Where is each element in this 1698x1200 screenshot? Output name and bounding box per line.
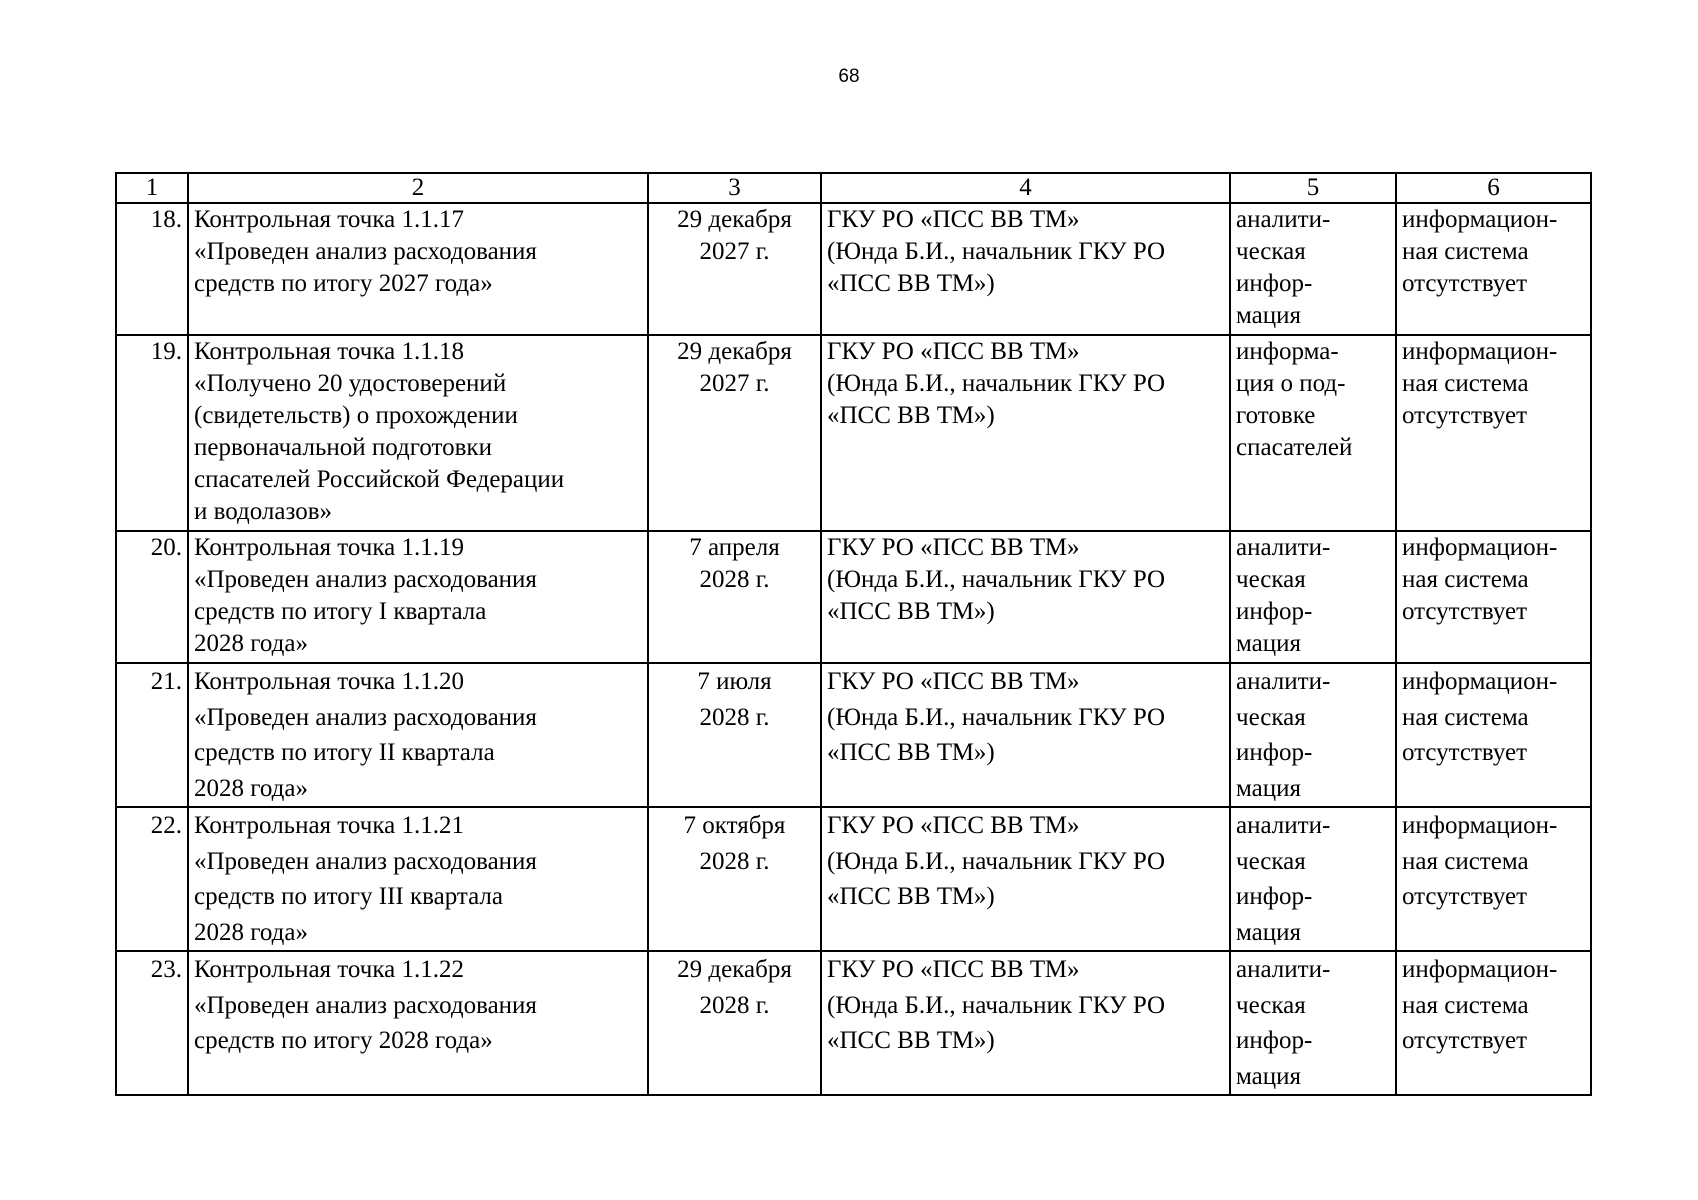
cell-text-line: мация <box>1236 774 1302 802</box>
column-header: 3 <box>648 173 821 203</box>
cell-text-line: «ПСС ВВ ТМ») <box>827 883 995 910</box>
control-points-table <box>115 172 1592 1096</box>
cell-text-line: ная система <box>1402 991 1529 1019</box>
cell-text-line: спасателей <box>1236 434 1353 461</box>
cell-text-line: Контрольная точка 1.1.22 <box>194 956 464 983</box>
cell-text-line: ГКУ РО «ПСС ВВ ТМ» <box>827 534 1080 561</box>
cell-text-line: «Проведен анализ расходования <box>194 991 537 1019</box>
document-type-cell <box>1230 663 1396 807</box>
cell-text-line: 29 декабря <box>677 956 792 983</box>
cell-text-line: «ПСС ВВ ТМ») <box>827 739 995 766</box>
cell-text-line: ГКУ РО «ПСС ВВ ТМ» <box>827 338 1080 365</box>
cell-text-line: 7 октября <box>683 812 786 839</box>
cell-text-line: первоначальной подготовки <box>194 434 492 461</box>
cell-text-line: 2028 года» <box>194 630 308 657</box>
cell-text-line: мация <box>1236 302 1302 329</box>
row-number-cell: 21. <box>116 663 188 807</box>
cell-text-line: спасателей Российской Федерации <box>194 466 565 493</box>
cell-text-line: информацион- <box>1402 206 1558 233</box>
cell-text-line: ГКУ РО «ПСС ВВ ТМ» <box>827 812 1080 839</box>
cell-text-line: инфор- <box>1236 270 1313 297</box>
cell-text-line: 2028 г. <box>699 847 770 875</box>
cell-text-line: ная система <box>1402 847 1529 875</box>
cell-text-line: инфор- <box>1236 883 1313 910</box>
cell-text-line: отсутствует <box>1402 598 1528 625</box>
cell-text-line: ческая <box>1236 847 1306 875</box>
event-cell <box>188 203 648 335</box>
row-number-cell: 23. <box>116 951 188 1095</box>
cell-text-line: ческая <box>1236 703 1306 731</box>
cell-text-line: Контрольная точка 1.1.19 <box>194 534 464 561</box>
cell-text-line: «Получено 20 удостоверений <box>194 370 507 397</box>
cell-text-line: средств по итогу 2028 года» <box>194 1027 493 1054</box>
deadline-cell <box>648 203 821 335</box>
event-cell <box>188 663 648 807</box>
responsible-cell <box>821 807 1230 951</box>
cell-text-line: «Проведен анализ расходования <box>194 847 537 875</box>
cell-text-line: готовке <box>1236 402 1316 429</box>
cell-text-line: средств по итогу III квартала <box>194 883 503 910</box>
responsible-cell <box>821 531 1230 663</box>
deadline-cell <box>648 531 821 663</box>
table-body <box>116 203 1591 1095</box>
cell-text-line: отсутствует <box>1402 402 1528 429</box>
document-type-cell <box>1230 335 1396 531</box>
cell-text-line: (Юнда Б.И., начальник ГКУ РО <box>827 370 1166 397</box>
cell-text-line: информацион- <box>1402 956 1558 983</box>
column-header: 4 <box>821 173 1230 203</box>
cell-text-line: 2028 года» <box>194 918 308 946</box>
event-cell <box>188 335 648 531</box>
deadline-cell <box>648 951 821 1095</box>
cell-text-line: (Юнда Б.И., начальник ГКУ РО <box>827 566 1166 593</box>
info-system-cell <box>1396 203 1591 335</box>
responsible-cell <box>821 663 1230 807</box>
cell-text-line: «Проведен анализ расходования <box>194 238 537 265</box>
cell-text-line: (Юнда Б.И., начальник ГКУ РО <box>827 991 1166 1019</box>
table-row <box>116 951 1591 1095</box>
table-row <box>116 203 1591 335</box>
cell-text-line: мация <box>1236 918 1302 946</box>
deadline-cell <box>648 335 821 531</box>
cell-text-line: ческая <box>1236 991 1306 1019</box>
event-cell <box>188 951 648 1095</box>
page-number: 68 <box>838 66 860 87</box>
row-number-cell: 22. <box>116 807 188 951</box>
cell-text-line: (Юнда Б.И., начальник ГКУ РО <box>827 703 1166 731</box>
cell-text-line: ная система <box>1402 370 1529 397</box>
cell-text-line: 2027 г. <box>699 238 770 265</box>
column-header: 5 <box>1230 173 1396 203</box>
row-number-cell: 18. <box>116 203 188 335</box>
cell-text-line: отсутствует <box>1402 1027 1528 1054</box>
table-row <box>116 531 1591 663</box>
cell-text-line: 2028 г. <box>699 566 770 593</box>
cell-text-line: мация <box>1236 630 1302 657</box>
event-cell <box>188 531 648 663</box>
cell-text-line: аналити- <box>1236 534 1331 561</box>
cell-text-line: ГКУ РО «ПСС ВВ ТМ» <box>827 668 1080 695</box>
cell-text-line: аналити- <box>1236 812 1331 839</box>
responsible-cell <box>821 203 1230 335</box>
cell-text-line: Контрольная точка 1.1.17 <box>194 206 464 233</box>
cell-text-line: инфор- <box>1236 598 1313 625</box>
cell-text-line: инфор- <box>1236 739 1313 766</box>
cell-text-line: ная система <box>1402 566 1529 593</box>
cell-text-line: ция о под- <box>1236 370 1346 397</box>
cell-text-line: 7 апреля <box>689 534 780 561</box>
cell-text-line: информацион- <box>1402 668 1558 695</box>
cell-text-line: «ПСС ВВ ТМ») <box>827 1027 995 1054</box>
cell-text-line: «Проведен анализ расходования <box>194 703 537 731</box>
cell-text-line: информа- <box>1236 338 1339 365</box>
cell-text-line: аналити- <box>1236 956 1331 983</box>
cell-text-line: «ПСС ВВ ТМ») <box>827 270 995 297</box>
event-cell <box>188 807 648 951</box>
cell-text-line: средств по итогу I квартала <box>194 598 487 625</box>
document-type-cell <box>1230 807 1396 951</box>
cell-text-line: и водолазов» <box>194 498 333 525</box>
row-number-cell: 20. <box>116 531 188 663</box>
cell-text-line: ческая <box>1236 566 1306 593</box>
cell-text-line: 7 июля <box>697 668 772 695</box>
cell-text-line: отсутствует <box>1402 883 1528 910</box>
cell-text-line: отсутствует <box>1402 739 1528 766</box>
cell-text-line: информацион- <box>1402 534 1558 561</box>
info-system-cell <box>1396 335 1591 531</box>
cell-text-line: мация <box>1236 1062 1302 1090</box>
table-row <box>116 663 1591 807</box>
cell-text-line: 2027 г. <box>699 370 770 397</box>
cell-text-line: ГКУ РО «ПСС ВВ ТМ» <box>827 206 1080 233</box>
cell-text-line: инфор- <box>1236 1027 1313 1054</box>
cell-text-line: ГКУ РО «ПСС ВВ ТМ» <box>827 956 1080 983</box>
cell-text-line: отсутствует <box>1402 270 1528 297</box>
cell-text-line: ная система <box>1402 238 1529 265</box>
column-header: 2 <box>188 173 648 203</box>
document-type-cell <box>1230 203 1396 335</box>
cell-text-line: «ПСС ВВ ТМ») <box>827 402 995 429</box>
cell-text-line: Контрольная точка 1.1.18 <box>194 338 464 365</box>
cell-text-line: ческая <box>1236 238 1306 265</box>
deadline-cell <box>648 807 821 951</box>
info-system-cell <box>1396 807 1591 951</box>
table-row <box>116 335 1591 531</box>
cell-text-line: Контрольная точка 1.1.21 <box>194 812 464 839</box>
cell-text-line: Контрольная точка 1.1.20 <box>194 668 464 695</box>
cell-text-line: информацион- <box>1402 338 1558 365</box>
cell-text-line: 29 декабря <box>677 338 792 365</box>
cell-text-line: 2028 г. <box>699 991 770 1019</box>
cell-text-line: «ПСС ВВ ТМ») <box>827 598 995 625</box>
header-row <box>116 173 1591 203</box>
responsible-cell <box>821 951 1230 1095</box>
cell-text-line: 2028 г. <box>699 703 770 731</box>
document-type-cell <box>1230 951 1396 1095</box>
cell-text-line: (Юнда Б.И., начальник ГКУ РО <box>827 847 1166 875</box>
cell-text-line: аналити- <box>1236 206 1331 233</box>
info-system-cell <box>1396 663 1591 807</box>
row-number-cell: 19. <box>116 335 188 531</box>
cell-text-line: 29 декабря <box>677 206 792 233</box>
deadline-cell <box>648 663 821 807</box>
column-header: 6 <box>1396 173 1591 203</box>
info-system-cell <box>1396 531 1591 663</box>
cell-text-line: 2028 года» <box>194 774 308 802</box>
document-type-cell <box>1230 531 1396 663</box>
info-system-cell <box>1396 951 1591 1095</box>
cell-text-line: (свидетельств) о прохождении <box>194 402 518 429</box>
table-row <box>116 807 1591 951</box>
cell-text-line: информацион- <box>1402 812 1558 839</box>
cell-text-line: (Юнда Б.И., начальник ГКУ РО <box>827 238 1166 265</box>
cell-text-line: ная система <box>1402 703 1529 731</box>
column-header: 1 <box>116 173 188 203</box>
cell-text-line: средств по итогу II квартала <box>194 739 495 766</box>
cell-text-line: средств по итогу 2027 года» <box>194 270 493 297</box>
cell-text-line: аналити- <box>1236 668 1331 695</box>
cell-text-line: «Проведен анализ расходования <box>194 566 537 593</box>
responsible-cell <box>821 335 1230 531</box>
